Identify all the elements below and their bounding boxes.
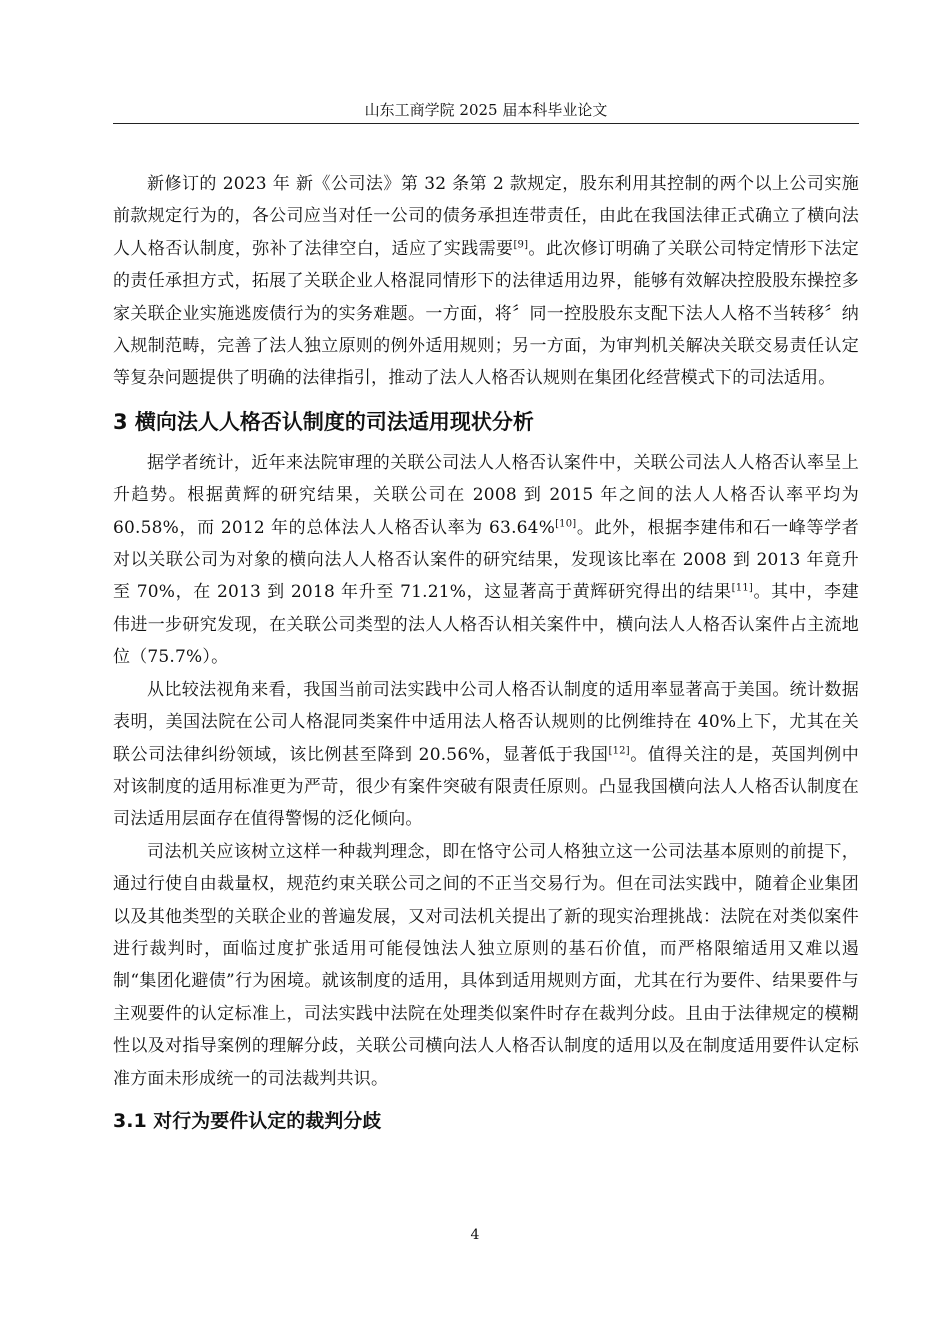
section-heading-3-1: 3.1 对行为要件认定的裁判分歧 [113,1109,382,1132]
body-text [113,168,859,1139]
page-number: 4 [470,1227,480,1243]
paragraph-text: 从比较法视角来看，我国当前司法实践中公司人格否认制度的适用率显著高于美国。统计数据表明，美国法院在公司人格混同类案件中适用法人格否认规则的比例维持在 40%上下，尤其在关联公司法律纠纷领域，该比例甚至降到 20.56%，显著低于我国 [113,679,859,765]
paragraph-text: 司法机关应该树立这样一种裁判理念，即在恪守公司人格独立这一公司法基本原则的前提下，通过行使自由裁量权，规范约束关联公司之间的不正当交易行为。但在司法实践中，随着企业集团以及其他类型的关联企业的普遍发展，又对司法机关提出了新的现实治理挑战：法院在对类似案件进行裁判时，面临过度扩张适用可能侵蚀法人独立原则的基石价值，而严格限缩适用又难以遏制“集团化避债”行为困境。就该制度的适用，具体到适用规则方面，尤其在行为要件、结果要件与主观要件的认定标准上，司法实践中法院在处理类似案件时存在裁判分歧。且由于法律规定的模糊性以及对指导案例的理解分歧，关联公司横向法人人格否认制度的适用以及在制度适用要件认定标准方面未形成统一的司法裁判共识。 [113,841,859,1089]
citation-ref: [11] [731,582,753,594]
paragraph-text: 。此外，根据李建伟和石一峰等学者对以关联公司为对象的横向法人人格否认案件的研究结果，发现该比率在 2008 到 2013 年竟升至 70%，在 2013 到 2018 年升至 71.21%，这显著高于黄辉研究得出的结果 [113,517,860,603]
paragraph-3 [113,674,859,836]
paragraph-4 [113,836,859,1095]
paragraph-text: 据学者统计，近年来法院审理的关联公司法人人格否认案件中，关联公司法人人格否认率呈上升趋势。根据黄辉的研究结果，关联公司在 2008 到 2015 年之间的法人人格否认率平均为 60.58%，而 2012 年的总体法人人格否认率为 63.64% [113,452,859,538]
paragraph-text: 。此次修订明确了关联公司特定情形下法定的责任承担方式，拓展了关联企业人格混同情形下的法律适用边界，能够有效解决控股股东操控多家关联企业实施逃废债行为的实务难题。一方面，将〞同一控股股东支配下法人人格不当转移〞纳入规制范畴，完善了法人独立原则的例外适用规则；另一方面，为审判机关解决关联交易责任认定等复杂问题提供了明确的法律指引，推动了法人人格否认规则在集团化经营模式下的司法适用。 [113,238,859,389]
section-heading-3: 3 横向法人人格否认制度的司法适用现状分析 [113,409,534,434]
citation-ref: [9] [513,239,529,251]
paragraph-text: 。其中，李建伟进一步研究发现，在关联公司类型的法人人格否认相关案件中，横向法人人格否认案件占主流地位（75.7%）。 [113,582,860,668]
page-header: 山东工商学院 2025 届本科毕业论文 [113,97,859,124]
citation-ref: [10] [555,518,577,529]
paragraph-text: 新修订的 2023 年 新《公司法》第 32 条第 2 款规定，股东利用其控制的两个以上公司实施前款规定行为的，各公司应当对任一公司的债务承担连带责任，由此在我国法律正式确立了横向法人人格否认制度，弥补了法律空白，适应了实践需要 [113,174,859,259]
paragraph-2 [113,447,859,674]
paragraph-text: 。值得关注的是，英国判例中对该制度的适用标准更为严苛，很少有案件突破有限责任原则。凸显我国横向法人人格否认制度在司法适用层面存在值得警惕的泛化倾向。 [113,744,859,830]
paragraph-1 [113,168,859,395]
citation-ref: [12] [608,744,630,756]
